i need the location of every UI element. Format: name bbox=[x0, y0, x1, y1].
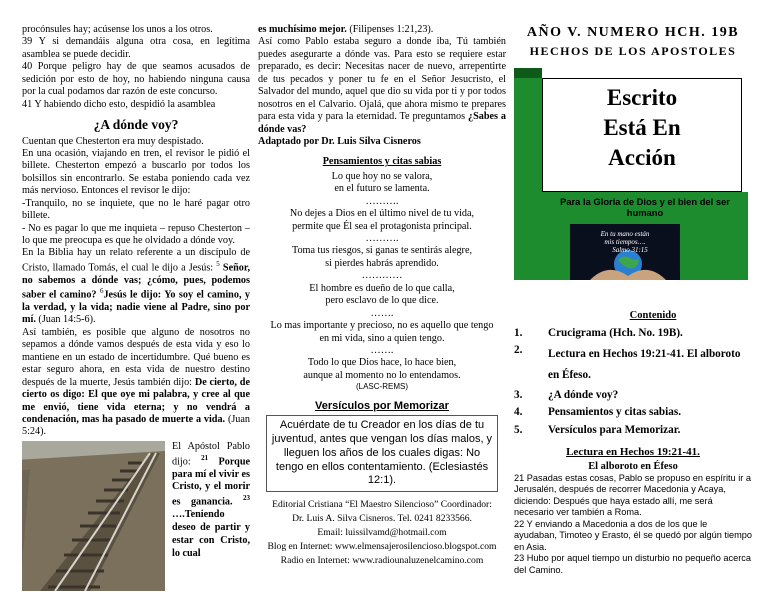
poem-line: en el futuro se lamenta. bbox=[334, 183, 430, 195]
pablo-intro: El Apóstol Pablo dijo: bbox=[172, 440, 250, 467]
reading-verse-23: 23 Hubo por aquel tiempo un disturbio no pequeño acerca del Camino. bbox=[514, 553, 751, 575]
para-3: -Tranquilo, no se inquiete, que no le haré pagar otro billete. bbox=[22, 197, 250, 222]
toc-text: ¿A dónde voy? bbox=[548, 388, 619, 401]
toc-num: 1. bbox=[514, 326, 523, 339]
dark-green-strip bbox=[514, 68, 542, 78]
title-line: Está En bbox=[603, 114, 681, 140]
para-2: En una ocasión, viajando en tren, el revisor le pidió el billete. Chesterton empezó a buscarlo por todos los bolsillos sin encontrarlo. Se estaba poniendo cada vez más nervioso. Entonces el revisor le dijo: bbox=[22, 147, 250, 197]
para-5-bold-2: Jesús le dijo: Yo soy el camino, y la verdad, y la vida; nadie viene al Padre, sino por mí. bbox=[22, 289, 250, 326]
para-6-bold: De cierto, de cierto os digo: El que oye mi palabra, y cree al que me envió, tiene vida eterna; y no vendrá a condenación, mas ha pasado de muerte a vida. bbox=[22, 376, 250, 425]
verse-39: 39 Y si demandáis alguna otra cosa, en legítima asamblea se puede decidir. bbox=[22, 36, 250, 60]
poem-line: en mi vida, sino a quien tengo. bbox=[319, 332, 445, 344]
contents-title: Contenido bbox=[629, 310, 677, 321]
para-4: - No es pagar lo que me inquieta – repuso Chesterton – lo que me preocupa es que he olvidado a dónde voy. bbox=[22, 222, 250, 247]
toc-text: Lectura en Hechos 19:21-41. El alboroto en Éfeso. bbox=[548, 348, 741, 381]
toc-text: Crucigrama (Hch. No. 19B). bbox=[548, 326, 683, 339]
toc-text: Versículos para Memorizar. bbox=[548, 424, 681, 437]
reading-title: Lectura en Hechos 19:21-41. bbox=[566, 446, 700, 458]
para-6-text: Así también, es posible que alguno de nosotros no sepamos a dónde vamos después de esta vida y eso lo mantiene en un estado de incertidumbre. Qué bueno es estar seguro ahora, en esta vida de nuestro destino después de la muerte, Jesús también dijo: bbox=[22, 326, 250, 388]
poem-source: (LASC-REMS) bbox=[355, 382, 408, 392]
toc-num: 5. bbox=[514, 424, 523, 437]
globe-text-2: mis tiempos…. bbox=[604, 238, 646, 246]
reading-subtitle: El alboroto en Éfeso bbox=[588, 460, 678, 472]
left-column bbox=[22, 24, 250, 594]
title-line: Escrito bbox=[606, 85, 678, 110]
title-box bbox=[542, 78, 742, 192]
verse-sup: 23 bbox=[243, 494, 250, 503]
memory-verse-box: Acuérdate de tu Creador en los días de tu juventud, antes que vengan los días malos, y lleguen los años de los cuales digas: No tengo en ellos contentamiento. (Eclesiastés 12:1). bbox=[266, 415, 498, 492]
middle-column bbox=[258, 24, 506, 594]
pablo-bold: Porque para mí el vivir es Cristo, y el morir es ganancia. bbox=[172, 455, 250, 508]
toc-item[interactable] bbox=[514, 406, 752, 420]
para-6-ref: (Juan 5:24). bbox=[22, 413, 250, 438]
globe-text-3: Salmo 31:15 bbox=[612, 246, 648, 254]
verse-40: 40 Porque peligro hay de que seamos acusados de sedición por esto de hoy, no habiendo ninguna causa por la cual podamos dar razón de este concurso. bbox=[22, 61, 250, 98]
para-5-bold-1: Señor, no sabemos a dónde vas; ¿cómo, pues, podemos saber el camino? bbox=[22, 262, 250, 301]
mid-para-2 bbox=[258, 36, 506, 136]
reading-section bbox=[514, 446, 752, 576]
para-5-ref: (Juan 14:5-6). bbox=[38, 314, 96, 326]
verse-41: 41 Y habiendo dicho esto, despidió la asamblea bbox=[22, 98, 216, 110]
issue-header: AÑO V. NUMERO HCH. 19B bbox=[526, 25, 740, 40]
verse-sup: 21 bbox=[201, 453, 209, 462]
para-6 bbox=[22, 327, 250, 439]
toc-item[interactable] bbox=[514, 327, 752, 341]
pablo-bold-2: ….Teniendo deseo de partir y estar con Cristo, lo cual bbox=[172, 509, 250, 559]
title-line: Acción bbox=[608, 144, 676, 170]
mid-para-1-ref: (Filipenses 1:21,23). bbox=[349, 24, 434, 35]
poem-line: Todo lo que Dios hace, lo hace bien, bbox=[307, 357, 457, 369]
toc-item[interactable] bbox=[514, 344, 752, 384]
adapted-by: Adaptado por Dr. Luis Silva Cisneros bbox=[258, 135, 421, 147]
mid-para-1-bold: es muchísimo mejor. bbox=[258, 24, 347, 35]
reading-verse-22: 22 Y enviando a Macedonia a dos de los que le ayudaban, Timoteo y Erasto, él se quedó por algún tiempo en Asia. bbox=[514, 518, 753, 552]
poem-line: permite que Él sea el protagonista principal. bbox=[292, 220, 472, 232]
globe-text-1: En tu mano están bbox=[600, 230, 650, 238]
toc-text: Pensamientos y citas sabias. bbox=[548, 406, 682, 419]
poem-line: aunque al momento no lo entendamos. bbox=[303, 369, 461, 381]
thoughts-quotes bbox=[258, 156, 506, 392]
poem-line: ……. bbox=[370, 307, 394, 319]
pablo-quote bbox=[172, 441, 250, 561]
para-5 bbox=[22, 247, 250, 326]
toc-num: 3. bbox=[514, 388, 523, 401]
poem-line: ………. bbox=[365, 195, 399, 207]
poem-line: Lo que hoy no se valora, bbox=[331, 170, 433, 182]
editorial-blog: Blog en Internet: www.elmensajerosilencioso.blogspot.com bbox=[267, 540, 497, 552]
subtitle: Para la Gloria de Dios y el bien del ser humano bbox=[560, 196, 730, 219]
toc-num: 2. bbox=[514, 344, 523, 357]
toc-item[interactable] bbox=[514, 389, 752, 403]
verse-sup: 5 bbox=[216, 259, 220, 268]
mid-para-2-text: Así como Pablo estaba seguro a donde iba, Tú también puedes asegurarte a dónde vas. Para esto se requiere estar preparado, es decir: Necesitas nacer de nuevo, arrepentirte de tus pecados y poner tu fe en el Señor Jesucristo, el Salvador del mundo, aquel que dio su vida por ti y por todos nosotros en el Calvario. Ojalá, que ahora mismo te prepares para esta vida y para la eternidad. Te preguntamos bbox=[258, 36, 506, 123]
verse-sup: 6 bbox=[99, 287, 104, 296]
para-5-text: En la Biblia hay un relato referente a un discípulo de Cristo, llamado Tomás, el cual le dijo a Jesús: bbox=[22, 247, 250, 274]
toc-item[interactable] bbox=[514, 424, 752, 438]
reading-verse-21: 21 Pasadas estas cosas, Pablo se propuso en espíritu ir a Jerusalén, después de recorrer Macedonia y Acaya, diciendo: Después que haya estado allí, me será necesario ver también a Roma. bbox=[514, 472, 751, 518]
editorial-radio: Radio en Internet: www.radiounaluzenelcamino.com bbox=[280, 554, 484, 566]
intro-para: procónsules hay; acúsense los unos a los otros. bbox=[22, 24, 213, 35]
editorial-info bbox=[258, 498, 506, 568]
poem-line: El hombre es dueño de lo que calla, bbox=[309, 282, 455, 294]
poem-line: Toma tus riesgos, si ganas te sentirás alegre, bbox=[291, 245, 473, 257]
railway-track-photo bbox=[22, 441, 165, 591]
hands-globe-image bbox=[570, 224, 680, 280]
poem-line: ………. bbox=[365, 233, 399, 244]
poem-line: ……. bbox=[370, 344, 394, 356]
editorial-email: Email: luissilvamd@hotmail.com bbox=[317, 526, 447, 538]
editorial-line: Editorial Cristiana “El Maestro Silencioso” Coordinador: bbox=[272, 499, 492, 511]
mid-para-2-bold: ¿Sabes a dónde vas? bbox=[258, 111, 506, 135]
mid-para-1 bbox=[258, 24, 506, 36]
railway-section bbox=[22, 441, 250, 581]
toc-num: 4. bbox=[514, 406, 523, 419]
poem-line: Lo mas importante y precioso, no es aquello que tengo bbox=[270, 320, 494, 332]
section-title-adonde-voy: ¿A dónde voy? bbox=[93, 117, 179, 133]
poem-line: ………… bbox=[361, 270, 403, 282]
right-column bbox=[514, 24, 752, 68]
editorial-line: Dr. Luis A. Silva Cisneros. Tel. 0241 8233566. bbox=[292, 513, 472, 525]
book-header: HECHOS DE LOS APOSTOLES bbox=[529, 44, 737, 59]
poem-line: si pierdes habrás aprendido. bbox=[325, 257, 439, 269]
poem-line: No dejes a Dios en el último nivel de tu vida, bbox=[289, 208, 475, 220]
verse-title: Versículos por Memorizar bbox=[315, 400, 449, 412]
para-1: Cuentan que Chesterton era muy despistado. bbox=[22, 135, 204, 147]
poem-title: Pensamientos y citas sabias bbox=[322, 156, 442, 168]
poem-line: pero esclavo de lo que dice. bbox=[325, 295, 439, 307]
contents-section bbox=[514, 310, 752, 438]
title-block bbox=[514, 68, 748, 280]
